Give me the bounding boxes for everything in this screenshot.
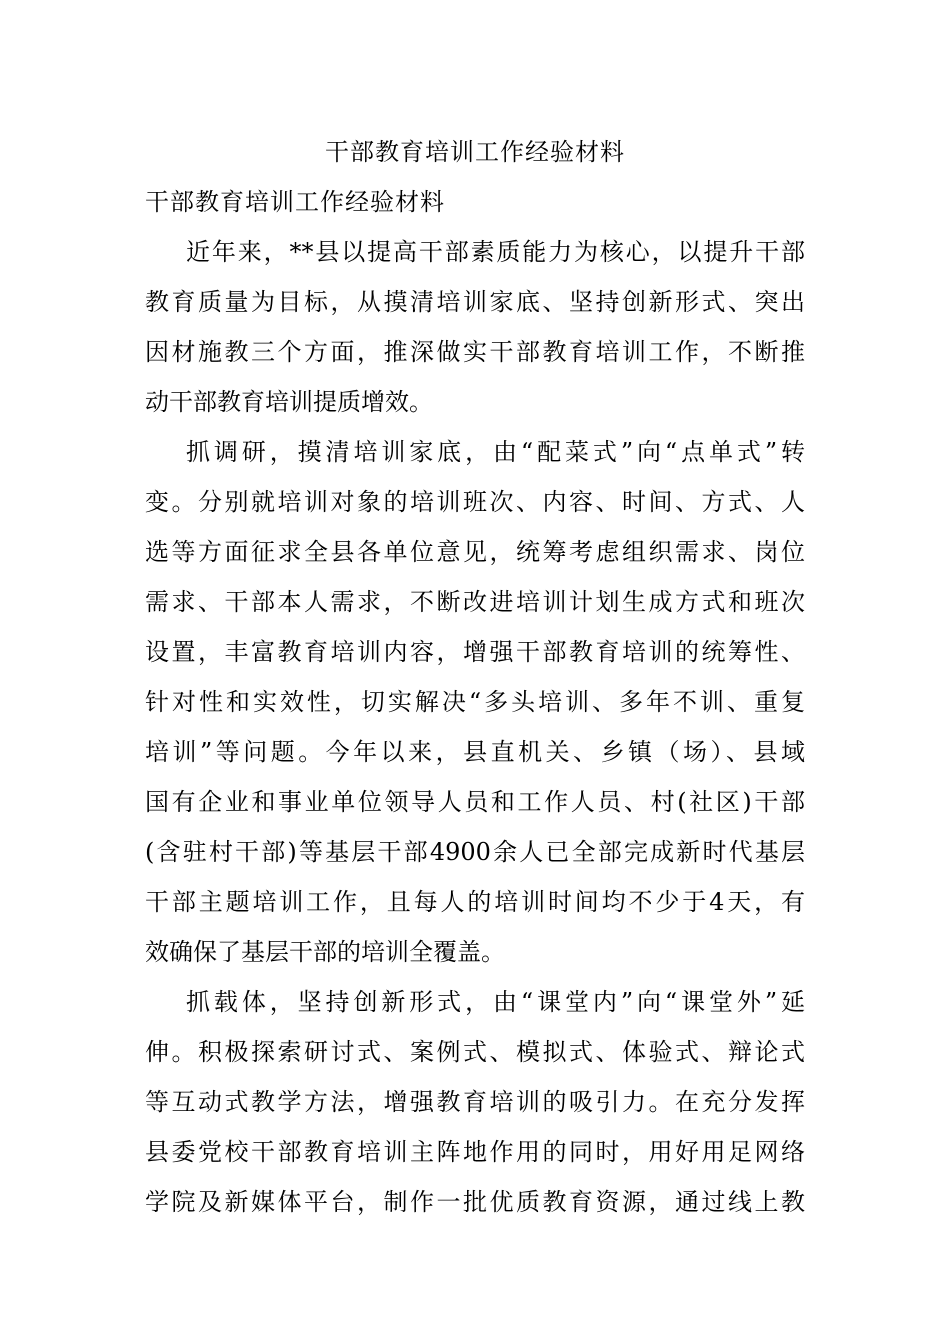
paragraph-2-line-3: 选等方面征求全县各单位意见，统筹考虑组织需求、岗位 — [145, 538, 805, 566]
paragraph-1-line-1: 近年来，**县以提高干部素质能力为核心，以提升干部 — [186, 238, 805, 266]
paragraph-2-line-10: 干部主题培训工作，且每人的培训时间均不少于4天，有 — [145, 888, 805, 916]
paragraph-3-line-4: 县委党校干部教育培训主阵地作用的同时，用好用足网络 — [145, 1138, 805, 1166]
paragraph-2-line-8: 国有企业和事业单位领导人员和工作人员、村(社区)干部 — [145, 788, 805, 816]
paragraph-2-line-1: 抓调研，摸清培训家底，由“配菜式”向“点单式”转 — [186, 438, 805, 466]
paragraph-1-line-2: 教育质量为目标，从摸清培训家底、坚持创新形式、突出 — [145, 288, 805, 316]
paragraph-3-line-1: 抓载体，坚持创新形式，由“课堂内”向“课堂外”延 — [186, 988, 805, 1016]
paragraph-2-line-7: 培训”等问题。今年以来，县直机关、乡镇（场）、县域 — [145, 738, 805, 766]
paragraph-2-line-11: 效确保了基层干部的培训全覆盖。 — [145, 938, 505, 966]
paragraph-2-line-4: 需求、干部本人需求，不断改进培训计划生成方式和班次 — [145, 588, 805, 616]
document-subtitle: 干部教育培训工作经验材料 — [145, 188, 445, 216]
paragraph-1-line-4: 动干部教育培训提质增效。 — [145, 388, 433, 416]
paragraph-2-line-5: 设置，丰富教育培训内容，增强干部教育培训的统筹性、 — [145, 638, 805, 666]
document-title: 干部教育培训工作经验材料 — [325, 138, 625, 166]
paragraph-3-line-2: 伸。积极探索研讨式、案例式、模拟式、体验式、辩论式 — [145, 1038, 805, 1066]
paragraph-3-line-3: 等互动式教学方法，增强教育培训的吸引力。在充分发挥 — [145, 1088, 805, 1116]
paragraph-3-line-5: 学院及新媒体平台，制作一批优质教育资源，通过线上教 — [145, 1188, 805, 1216]
paragraph-2-line-6: 针对性和实效性，切实解决“多头培训、多年不训、重复 — [145, 688, 805, 716]
paragraph-1-line-3: 因材施教三个方面，推深做实干部教育培训工作，不断推 — [145, 338, 805, 366]
paragraph-2-line-9: (含驻村干部)等基层干部4900余人已全部完成新时代基层 — [145, 838, 805, 866]
paragraph-2-line-2: 变。分别就培训对象的培训班次、内容、时间、方式、人 — [145, 488, 805, 516]
